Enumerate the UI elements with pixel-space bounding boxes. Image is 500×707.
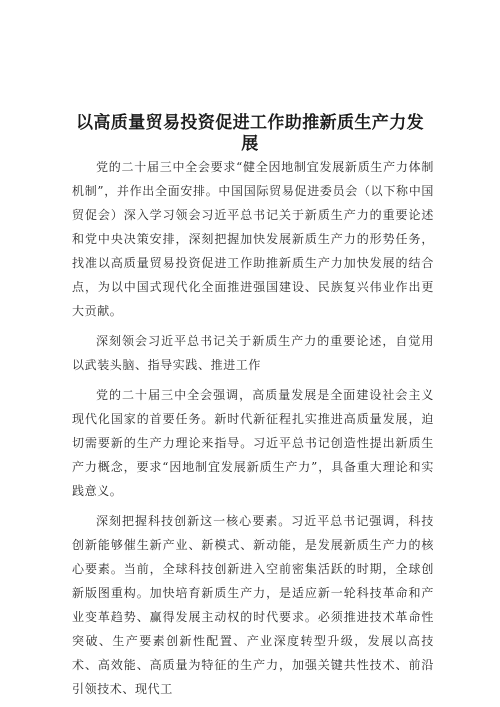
document-body <box>72 155 434 707</box>
paragraph-technology-innovation: 深刻把握科技创新这一核心要素。习近平总书记强调，科技创新能够催生新产业、新模式、新动能，是发展新质生产力的核心要素。当前，全球科技创新进入空前密集活跃的时期，全球创新版图重构。加快培育新质生产力，是适应新一轮科技革命和产业变革趋势、赢得发展主动权的时代要求。必须推进技术革命性突破、生产要素创新性配置、产业深度转型升级，发展以高技术、高效能、高质量为特征的生产力，加强关键共性技术、前沿引领技术、现代工 <box>72 514 434 696</box>
paragraph-high-quality-development: 党的二十届三中全会强调，高质量发展是全面建设社会主义现代化国家的首要任务。新时代新征程扎实推进高质量发展，迫切需要新的生产力理论来指导。习近平总书记创造性提出新质生产力概念，要求“因地制宜发展新质生产力”，具备重大理论和实践意义。 <box>72 388 434 498</box>
document-title: 以高质量贸易投资促进工作助推新质生产力发展 <box>76 113 424 154</box>
paragraph-intro: 党的二十届三中全会要求“健全因地制宜发展新质生产力体制机制”，并作出全面安排。中国国际贸易促进委员会（以下称中国贸促会）深入学习领会习近平总书记关于新质生产力的重要论述和党中央决策安排，深刻把握加快发展新质生产力的形势任务，找准以高质量贸易投资促进工作助推新质生产力加快发展的结合点，为以中国式现代化全面推进强国建设、民族复兴伟业作出更大贡献。 <box>72 160 434 318</box>
section-heading: 深刻领会习近平总书记关于新质生产力的重要论述，自觉用以武装头脑、指导实践、推进工作 <box>72 334 434 372</box>
